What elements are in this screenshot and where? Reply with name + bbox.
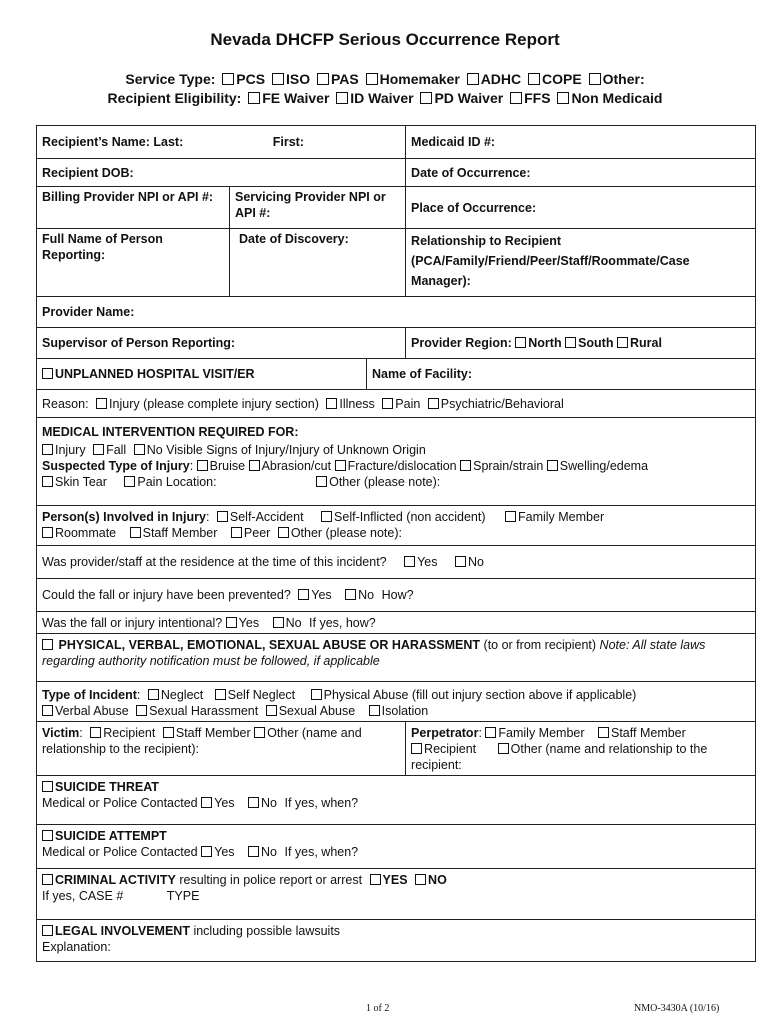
victim-other-label: Other (name and relationship to the recipient):: [42, 726, 362, 756]
q-staff-present-label: Was provider/staff at the residence at the time of this incident?: [42, 555, 387, 569]
suicide-attempt-checkbox[interactable]: [42, 830, 53, 841]
perp-family-label: Family Member: [498, 726, 585, 740]
suicide-threat-row: [42, 779, 750, 795]
swelling-checkbox[interactable]: [547, 460, 558, 471]
id-waiver-label: ID Waiver: [350, 90, 414, 106]
q3-no-label: No: [285, 615, 302, 630]
attempt-no-label: No: [261, 845, 277, 859]
suicide-threat-checkbox[interactable]: [42, 781, 53, 792]
perpetrator-row-1: Perpetrator: Family Member Staff Member: [411, 726, 686, 740]
self-accident-label: Self-Accident: [229, 510, 304, 524]
verbal-abuse-label: Verbal Abuse: [55, 704, 129, 718]
peer-checkbox[interactable]: [231, 527, 242, 538]
billing-npi-cell[interactable]: Billing Provider NPI or API #:: [37, 187, 230, 229]
reason-pain-label: Pain: [395, 396, 421, 411]
self-accident-checkbox[interactable]: [217, 511, 228, 522]
service-type-row: [0, 71, 770, 87]
criminal-label: CRIMINAL ACTIVITY: [55, 873, 176, 887]
legal-text: including possible lawsuits: [193, 924, 341, 938]
injury-checkbox[interactable]: [42, 444, 53, 455]
person-reporting-cell[interactable]: Full Name of Person Reporting:: [37, 229, 230, 297]
perpetrator-cell: [406, 722, 756, 776]
q-intentional-label: Was the fall or injury intentional?: [42, 615, 223, 630]
persons-label: Person(s) Involved in Injury: [42, 510, 206, 524]
case-number-label: If yes, CASE #: [42, 889, 124, 903]
neglect-checkbox[interactable]: [148, 689, 159, 700]
other-injury-label: Other (please note):: [329, 475, 441, 489]
criminal-activity-cell: [37, 869, 756, 920]
fe-waiver-label: FE Waiver: [262, 90, 330, 106]
abuse-checkbox[interactable]: [42, 639, 53, 650]
pain-location-checkbox[interactable]: [124, 476, 135, 487]
threat-when-label: If yes, when?: [284, 796, 359, 810]
skin-tear-label: Skin Tear: [55, 475, 107, 489]
q2-yes-label: Yes: [311, 588, 332, 602]
suicide-attempt-label: SUICIDE ATTEMPT: [55, 829, 167, 843]
victim-recipient-checkbox[interactable]: [90, 727, 101, 738]
attempt-yes-label: Yes: [214, 845, 235, 859]
incident-type-label: Type of Incident: [42, 688, 137, 702]
sexual-abuse-checkbox[interactable]: [266, 705, 277, 716]
id-waiver-checkbox[interactable]: [336, 92, 348, 104]
hospital-visit-cell: [37, 359, 367, 390]
victim-recipient-label: Recipient: [103, 726, 156, 740]
suicide-attempt-cell: [37, 825, 756, 869]
south-label: South: [578, 336, 614, 350]
eligibility-row: [0, 90, 770, 106]
attempt-no-checkbox[interactable]: [248, 846, 259, 857]
date-discovery-label: Date of Discovery:: [239, 232, 349, 246]
recipient-dob-cell[interactable]: Recipient DOB:: [37, 159, 406, 187]
reason-pain-checkbox[interactable]: [382, 398, 393, 409]
perp-recipient-label: Recipient: [424, 742, 477, 756]
abuse-note: Note: All state laws regarding authority notification must be followed, if applicable: [42, 638, 706, 668]
incident-row-2: [42, 703, 750, 719]
criminal-text: resulting in police report or arrest: [179, 873, 363, 887]
suicide-attempt-contact-label: Medical or Police Contacted: [42, 845, 198, 859]
recipient-name-cell[interactable]: [37, 126, 406, 159]
hospital-visit-label: UNPLANNED HOSPITAL VISIT/ER: [55, 367, 255, 381]
family-member-label: Family Member: [517, 510, 605, 524]
q3-no-checkbox[interactable]: [273, 617, 284, 628]
occurrence-form: [36, 125, 756, 962]
other-injury-checkbox[interactable]: [316, 476, 327, 487]
q1-no-label: No: [468, 555, 484, 569]
fracture-checkbox[interactable]: [335, 460, 346, 471]
reason-psychiatric-label: Psychiatric/Behavioral: [440, 396, 564, 411]
pas-checkbox[interactable]: [317, 73, 329, 85]
rural-checkbox[interactable]: [617, 337, 628, 348]
skin-tear-checkbox[interactable]: [42, 476, 53, 487]
medical-intervention-cell: [37, 418, 756, 506]
fe-waiver-checkbox[interactable]: [248, 92, 260, 104]
provider-region-cell: [406, 328, 756, 359]
criminal-row-1: [42, 872, 750, 888]
injury-label: Injury: [55, 443, 86, 457]
iso-label: ISO: [285, 71, 311, 87]
staff-member-checkbox[interactable]: [130, 527, 141, 538]
persons-row-2: [42, 525, 750, 541]
abuse-suffix: (to or from recipient): [483, 638, 597, 652]
reason-injury-label: Injury (please complete injury section): [109, 396, 319, 411]
roommate-label: Roommate: [55, 526, 117, 540]
reason-psychiatric-checkbox[interactable]: [428, 398, 439, 409]
cope-checkbox[interactable]: [528, 73, 540, 85]
name-last-label: Recipient’s Name: Last:: [42, 135, 184, 149]
sexual-abuse-label: Sexual Abuse: [278, 704, 356, 718]
page-number: 1 of 2: [366, 1003, 390, 1014]
pcs-checkbox[interactable]: [222, 73, 234, 85]
pcs-label: PCS: [236, 71, 266, 87]
facility-name-cell[interactable]: Name of Facility:: [367, 359, 756, 390]
form-title: Nevada DHCFP Serious Occurrence Report: [210, 30, 560, 49]
criminal-checkbox[interactable]: [42, 874, 53, 885]
criminal-no-checkbox[interactable]: [415, 874, 426, 885]
family-member-checkbox[interactable]: [505, 511, 516, 522]
bruise-label: Bruise: [209, 459, 246, 473]
ffs-checkbox[interactable]: [510, 92, 522, 104]
incident-type-cell: [37, 682, 756, 722]
q-intentional-cell: [37, 612, 756, 634]
suspected-injury-row: Suspected Type of Injury: Bruise Abrasion/cut Fracture/dislocation Sprain/strain Swelling/edema: [42, 459, 649, 473]
place-occurrence-cell[interactable]: Place of Occurrence:: [406, 187, 756, 229]
perp-other-checkbox[interactable]: [498, 743, 509, 754]
case-type-label: TYPE: [166, 889, 200, 903]
neglect-label: Neglect: [160, 688, 204, 702]
iso-checkbox[interactable]: [272, 73, 284, 85]
perp-staff-label: Staff Member: [611, 726, 686, 740]
legal-label: LEGAL INVOLVEMENT: [55, 924, 190, 938]
homemaker-label: Homemaker: [379, 71, 460, 87]
self-neglect-checkbox[interactable]: [215, 689, 226, 700]
self-neglect-label: Self Neglect: [227, 688, 296, 702]
reason-illness-label: Illness: [339, 396, 375, 411]
medicaid-id-cell[interactable]: Medicaid ID #:: [406, 126, 756, 159]
criminal-yes-label: YES: [382, 873, 408, 887]
isolation-checkbox[interactable]: [369, 705, 380, 716]
abuse-cell: [37, 634, 756, 682]
skin-tear-row: [42, 474, 750, 490]
service-type-label: Service Type:: [125, 71, 216, 87]
q1-no-checkbox[interactable]: [455, 556, 466, 567]
cope-label: COPE: [542, 71, 582, 87]
legal-row: [42, 923, 750, 939]
physical-abuse-checkbox[interactable]: [311, 689, 322, 700]
q2-no-checkbox[interactable]: [345, 589, 356, 600]
persons-row-1: Person(s) Involved in Injury: Self-Accident Self-Inflicted (non accident) Family Member: [42, 510, 605, 524]
suicide-threat-contact-label: Medical or Police Contacted: [42, 796, 198, 810]
q-staff-present-cell: [37, 546, 756, 579]
provider-name-cell[interactable]: Provider Name:: [37, 297, 756, 328]
q3-yes-checkbox[interactable]: [226, 617, 237, 628]
victim-staff-checkbox[interactable]: [163, 727, 174, 738]
sexual-harassment-checkbox[interactable]: [136, 705, 147, 716]
q1-yes-checkbox[interactable]: [404, 556, 415, 567]
pd-waiver-checkbox[interactable]: [420, 92, 432, 104]
sexual-harassment-label: Sexual Harassment: [149, 704, 259, 718]
fall-checkbox[interactable]: [93, 444, 104, 455]
perp-staff-checkbox[interactable]: [598, 727, 609, 738]
attempt-when-label: If yes, when?: [284, 845, 359, 859]
perpetrator-row-2: [411, 741, 750, 773]
other-person-label: Other (please note):: [290, 526, 402, 540]
victim-other-checkbox[interactable]: [254, 727, 265, 738]
peer-label: Peer: [243, 526, 271, 540]
bruise-checkbox[interactable]: [197, 460, 208, 471]
q1-yes-label: Yes: [417, 555, 438, 569]
other-service-checkbox[interactable]: [589, 73, 601, 85]
fall-label: Fall: [106, 443, 127, 457]
victim-label: Victim: [42, 726, 80, 740]
south-checkbox[interactable]: [565, 337, 576, 348]
non-medicaid-checkbox[interactable]: [557, 92, 569, 104]
adhc-label: ADHC: [480, 71, 522, 87]
q2-how-label: How?: [381, 588, 414, 602]
abrasion-checkbox[interactable]: [249, 460, 260, 471]
pas-label: PAS: [331, 71, 359, 87]
hospital-visit-checkbox[interactable]: [42, 368, 53, 379]
suspected-injury-label: Suspected Type of Injury: [42, 459, 190, 473]
other-person-checkbox[interactable]: [278, 527, 289, 538]
medical-options-row: [42, 442, 750, 458]
threat-yes-checkbox[interactable]: [201, 797, 212, 808]
north-checkbox[interactable]: [515, 337, 526, 348]
staff-member-label: Staff Member: [142, 526, 218, 540]
adhc-checkbox[interactable]: [467, 73, 479, 85]
criminal-row-2: [42, 888, 750, 904]
q3-how-label: If yes, how?: [309, 615, 376, 630]
date-occurrence-cell[interactable]: Date of Occurrence:: [406, 159, 756, 187]
sprain-label: Sprain/strain: [473, 459, 544, 473]
rural-label: Rural: [629, 336, 662, 350]
self-inflicted-checkbox[interactable]: [321, 511, 332, 522]
criminal-yes-checkbox[interactable]: [370, 874, 381, 885]
suicide-threat-contact-row: [42, 795, 750, 811]
north-label: North: [528, 336, 562, 350]
roommate-checkbox[interactable]: [42, 527, 53, 538]
supervisor-cell[interactable]: Supervisor of Person Reporting:: [37, 328, 406, 359]
suicide-attempt-contact-row: [42, 844, 750, 860]
abuse-label: PHYSICAL, VERBAL, EMOTIONAL, SEXUAL ABUSE OR HARASSMENT: [58, 638, 481, 652]
other-service-label: Other:: [602, 71, 645, 87]
threat-no-checkbox[interactable]: [248, 797, 259, 808]
legal-checkbox[interactable]: [42, 925, 53, 936]
date-discovery-cell[interactable]: [230, 229, 406, 297]
sprain-checkbox[interactable]: [460, 460, 471, 471]
no-visible-signs-label: No Visible Signs of Injury/Injury of Unknown Origin: [146, 443, 426, 457]
pd-waiver-label: PD Waiver: [434, 90, 504, 106]
physical-abuse-label: Physical Abuse (fill out injury section above if applicable): [323, 688, 637, 702]
reason-cell: [37, 390, 756, 418]
perp-recipient-checkbox[interactable]: [411, 743, 422, 754]
perpetrator-label: Perpetrator: [411, 726, 479, 740]
q2-no-label: No: [358, 588, 375, 602]
q-preventable-cell: [37, 579, 756, 612]
reason-label: Reason:: [42, 396, 89, 411]
victim-staff-label: Staff Member: [175, 726, 251, 740]
no-visible-signs-checkbox[interactable]: [134, 444, 145, 455]
victim-cell: Victim: Recipient Staff Member Other (name and relationship to the recipient):: [37, 722, 406, 776]
q3-yes-label: Yes: [238, 615, 260, 630]
provider-region-label: Provider Region:: [411, 336, 512, 350]
criminal-no-label: NO: [428, 873, 447, 887]
legal-explanation: Explanation:: [42, 940, 111, 954]
servicing-npi-cell[interactable]: Servicing Provider NPI or API #:: [230, 187, 406, 229]
form-id: NMO-3430A (10/16): [634, 1003, 720, 1014]
fracture-label: Fracture/dislocation: [347, 459, 457, 473]
q2-yes-checkbox[interactable]: [298, 589, 309, 600]
threat-yes-label: Yes: [214, 796, 235, 810]
eligibility-label: Recipient Eligibility:: [107, 90, 242, 106]
verbal-abuse-checkbox[interactable]: [42, 705, 53, 716]
isolation-label: Isolation: [381, 704, 429, 718]
name-first-label: First:: [272, 135, 304, 149]
relationship-cell[interactable]: Relationship to Recipient (PCA/Family/Friend/Peer/Staff/Roommate/Case Manager):: [406, 229, 756, 297]
self-inflicted-label: Self-Inflicted (non accident): [334, 510, 486, 524]
suicide-attempt-row: [42, 828, 750, 844]
q-preventable-label: Could the fall or injury have been prevented?: [42, 588, 291, 602]
perp-family-checkbox[interactable]: [485, 727, 496, 738]
ffs-label: FFS: [524, 90, 551, 106]
homemaker-checkbox[interactable]: [366, 73, 378, 85]
swelling-label: Swelling/edema: [559, 459, 649, 473]
threat-no-label: No: [261, 796, 277, 810]
abrasion-label: Abrasion/cut: [261, 459, 332, 473]
perp-other-label: Other (name and relationship to the recipient:: [411, 742, 708, 772]
medical-intervention-label: MEDICAL INTERVENTION REQUIRED FOR:: [42, 425, 299, 439]
attempt-yes-checkbox[interactable]: [201, 846, 212, 857]
reason-injury-checkbox[interactable]: [96, 398, 107, 409]
incident-row-1: Type of Incident: Neglect Self Neglect Physical Abuse (fill out injury section above if applicable): [42, 688, 637, 702]
non-medicaid-label: Non Medicaid: [571, 90, 663, 106]
suicide-threat-cell: [37, 776, 756, 825]
legal-involvement-cell: [37, 920, 756, 962]
persons-involved-cell: [37, 506, 756, 546]
reason-illness-checkbox[interactable]: [326, 398, 337, 409]
suicide-threat-label: SUICIDE THREAT: [55, 780, 159, 794]
pain-location-label: Pain Location:: [137, 475, 217, 489]
